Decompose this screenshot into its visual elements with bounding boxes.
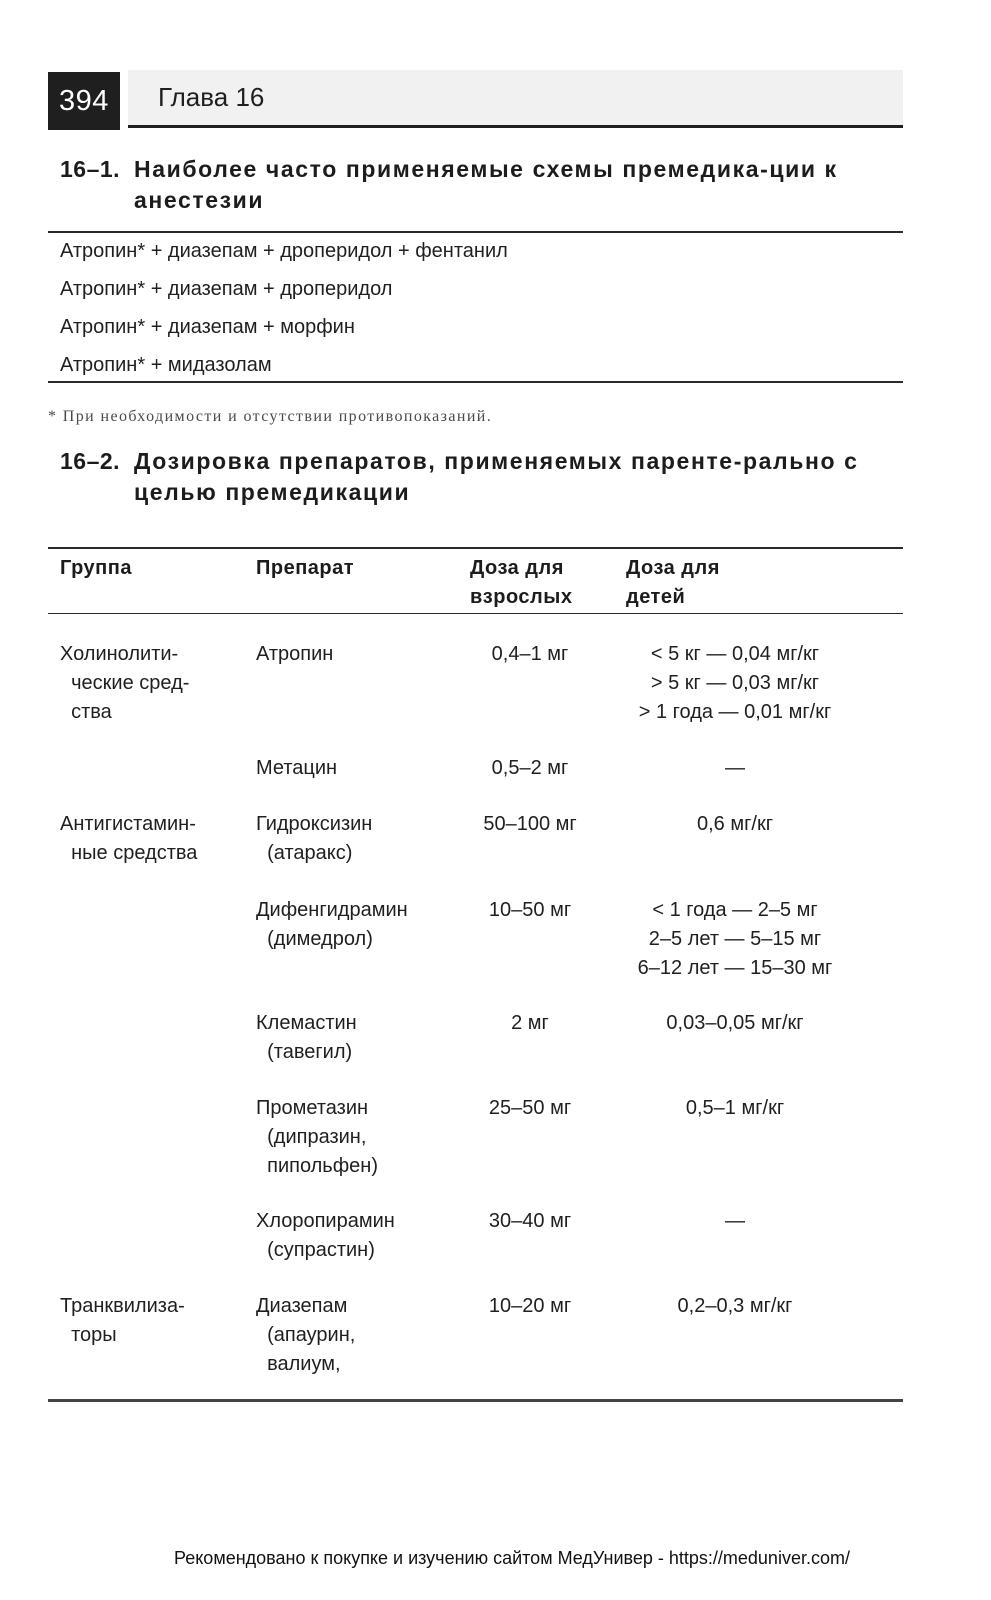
row-7-drug: Хлоропирамин (супрастин) (256, 1210, 395, 1261)
row-3-adult-dose: 50–100 мг (483, 813, 577, 835)
row-7-adult-dose: 30–40 мг (488, 1210, 572, 1232)
row-3-group: Антигистамин- ные средства (60, 813, 198, 864)
section-16-1-title: Наиболее часто применяемые схемы премедика-ции к анестезии (134, 156, 838, 213)
row-4-drug: Дифенгидрамин (димедрол) (256, 899, 408, 950)
row-4-adult-dose: 10–50 мг (488, 899, 572, 921)
row-8-drug: Диазепам (апаурин, валиум, (256, 1295, 356, 1375)
row-5-drug: Клемастин (тавегил) (256, 1012, 357, 1063)
table2-top-rule (48, 547, 903, 549)
row-6-drug: Прометазин (дипразин, пипольфен) (256, 1097, 379, 1177)
row-2-adult-dose: 0,5–2 мг (491, 757, 569, 779)
row-2-drug: Метацин (256, 757, 338, 779)
combination-2: Атропин* + диазепам + дроперидол (60, 278, 393, 300)
combination-4: Атропин* + мидазолам (60, 354, 272, 376)
row-4-child-dose: < 1 года — 2–5 мг 2–5 лет — 5–15 мг 6–12 лет — 15–30 мг (637, 899, 833, 979)
footer-text: Рекомендовано к покупке и изучению сайтом МедУнивер - https://meduniver.com/ (174, 1548, 850, 1568)
combination-3: Атропин* + диазепам + морфин (60, 316, 355, 338)
table1-top-rule (48, 231, 903, 233)
row-5-child-dose: 0,03–0,05 мг/кг (666, 1012, 804, 1034)
table2-bottom-rule (48, 1399, 903, 1402)
column-header-adult-dose: Доза для взрослых (470, 557, 573, 608)
column-header-child-dose: Доза для детей (626, 557, 720, 608)
row-1-adult-dose: 0,4–1 мг (491, 643, 569, 665)
footnote: * При необходимости и отсутствии противопоказаний. (48, 408, 493, 425)
row-6-adult-dose: 25–50 мг (488, 1097, 572, 1119)
column-header-drug: Препарат (256, 557, 355, 579)
table1-bottom-rule (48, 381, 903, 383)
section-16-2-heading (60, 446, 900, 508)
row-3-drug: Гидроксизин (атаракс) (256, 813, 373, 864)
row-5-adult-dose: 2 мг (511, 1012, 549, 1034)
row-1-child-dose: < 5 кг — 0,04 мг/кг > 5 кг — 0,03 мг/кг > 1 года — 0,01 мг/кг (638, 643, 832, 723)
section-16-1-heading (60, 154, 900, 216)
row-1-group: Холинолити- ческие сред- ства (60, 643, 190, 723)
row-3-child-dose: 0,6 мг/кг (696, 813, 773, 835)
chapter-title: Глава 16 (158, 82, 265, 112)
row-1-drug: Атропин (256, 643, 334, 665)
row-7-child-dose: — (725, 1210, 745, 1232)
table2-header-rule (48, 613, 903, 614)
row-8-child-dose: 0,2–0,3 мг/кг (677, 1295, 793, 1317)
section-16-2-number: 16–2. (60, 448, 121, 474)
row-2-child-dose: — (725, 757, 745, 779)
row-8-adult-dose: 10–20 мг (488, 1295, 572, 1317)
row-8-group: Транквилиза- торы (60, 1295, 185, 1346)
section-16-2-title: Дозировка препаратов, применяемых паренте-рально с целью премедикации (134, 448, 859, 505)
section-16-1-number: 16–1. (60, 156, 121, 182)
row-6-child-dose: 0,5–1 мг/кг (685, 1097, 785, 1119)
header-rule (128, 125, 903, 128)
combination-1: Атропин* + диазепам + дроперидол + фентанил (60, 240, 508, 262)
column-header-group: Группа (60, 557, 132, 579)
page-number: 394 (48, 72, 120, 130)
